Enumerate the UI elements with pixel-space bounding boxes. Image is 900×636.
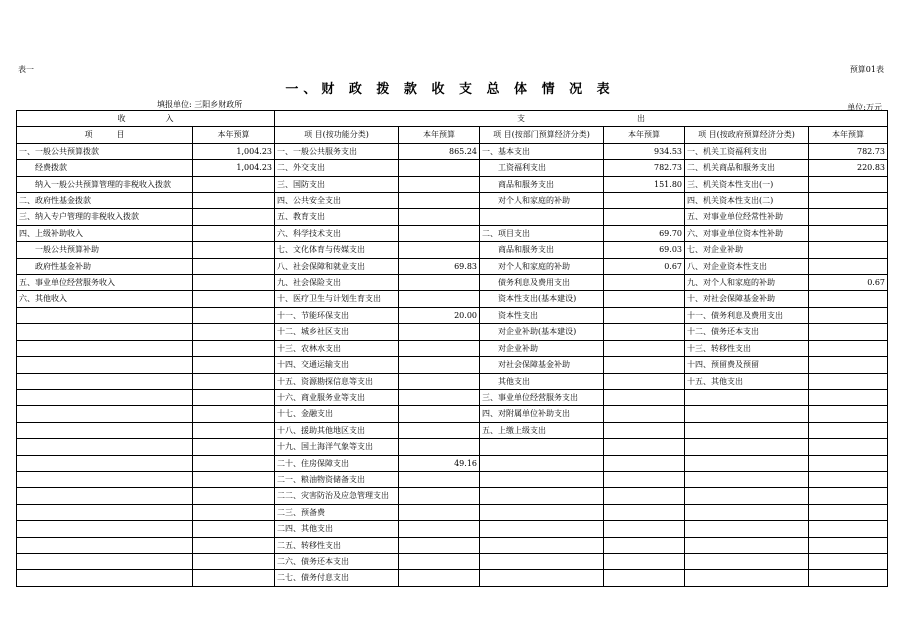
budget-amount-cell xyxy=(604,537,685,553)
item-name-cell xyxy=(480,521,604,537)
item-name-cell xyxy=(17,537,193,553)
table-row xyxy=(17,471,888,487)
budget-amount-cell xyxy=(193,406,275,422)
item-name-cell: 二、机关商品和服务支出 xyxy=(685,160,809,176)
budget-amount-cell xyxy=(809,373,888,389)
item-name-cell: 经费拨款 xyxy=(17,160,193,176)
item-name-cell: 二一、粮油物资储备支出 xyxy=(275,471,399,487)
item-name-cell: 其他支出 xyxy=(480,373,604,389)
item-name-cell: 十五、资源勘探信息等支出 xyxy=(275,373,399,389)
budget-amount-cell xyxy=(809,176,888,192)
table-row xyxy=(17,537,888,553)
budget-amount-cell xyxy=(193,340,275,356)
budget-amount-cell xyxy=(399,242,480,258)
item-name-cell: 一、一般公共服务支出 xyxy=(275,143,399,159)
item-name-cell: 四、对附属单位补助支出 xyxy=(480,406,604,422)
item-name-cell: 商品和服务支出 xyxy=(480,176,604,192)
budget-amount-cell xyxy=(399,340,480,356)
budget-amount-cell: 49.16 xyxy=(399,455,480,471)
budget-amount-cell xyxy=(809,471,888,487)
budget-amount-cell xyxy=(399,357,480,373)
item-name-cell: 七、文化体育与传媒支出 xyxy=(275,242,399,258)
budget-amount-cell xyxy=(399,406,480,422)
item-name-cell xyxy=(480,537,604,553)
budget-amount-cell xyxy=(399,422,480,438)
item-name-cell xyxy=(685,422,809,438)
budget-amount-cell xyxy=(809,553,888,569)
item-name-cell: 债务利息及费用支出 xyxy=(480,275,604,291)
item-name-cell: 八、对企业资本性支出 xyxy=(685,258,809,274)
budget-amount-cell: 782.73 xyxy=(809,143,888,159)
budget-amount-cell: 782.73 xyxy=(604,160,685,176)
column-header: 本年预算 xyxy=(399,127,480,143)
item-name-cell: 工资福利支出 xyxy=(480,160,604,176)
budget-amount-cell xyxy=(809,258,888,274)
table-row xyxy=(17,488,888,504)
column-header: 本年预算 xyxy=(193,127,275,143)
budget-amount-cell xyxy=(193,553,275,569)
budget-amount-cell xyxy=(399,291,480,307)
item-name-cell xyxy=(685,488,809,504)
budget-amount-cell xyxy=(193,225,275,241)
column-header: 项 目(按政府预算经济分类) xyxy=(685,127,809,143)
budget-amount-cell xyxy=(809,307,888,323)
column-header: 本年预算 xyxy=(809,127,888,143)
table-row xyxy=(17,193,888,209)
budget-amount-cell: 20.00 xyxy=(399,307,480,323)
item-name-cell xyxy=(685,389,809,405)
item-name-cell xyxy=(17,373,193,389)
item-name-cell: 十一、节能环保支出 xyxy=(275,307,399,323)
item-name-cell: 二、项目支出 xyxy=(480,225,604,241)
budget-amount-cell: 1,004.23 xyxy=(193,160,275,176)
item-name-cell xyxy=(480,209,604,225)
budget-amount-cell: 69.70 xyxy=(604,225,685,241)
budget-amount-cell xyxy=(809,291,888,307)
item-name-cell: 一、一般公共预算拨款 xyxy=(17,143,193,159)
item-name-cell: 十三、转移性支出 xyxy=(685,340,809,356)
budget-amount-cell xyxy=(399,324,480,340)
budget-amount-cell: 69.83 xyxy=(399,258,480,274)
budget-amount-cell xyxy=(809,357,888,373)
budget-amount-cell xyxy=(399,209,480,225)
table-row xyxy=(17,373,888,389)
item-name-cell xyxy=(685,570,809,586)
budget-table xyxy=(16,110,888,587)
budget-amount-cell xyxy=(809,455,888,471)
budget-amount-cell xyxy=(809,488,888,504)
item-name-cell: 四、上级补助收入 xyxy=(17,225,193,241)
item-name-cell xyxy=(17,324,193,340)
table-row xyxy=(17,439,888,455)
table-row xyxy=(17,307,888,323)
budget-amount-cell xyxy=(399,488,480,504)
table-row xyxy=(17,406,888,422)
item-name-cell xyxy=(685,537,809,553)
item-name-cell: 十五、其他支出 xyxy=(685,373,809,389)
table-row xyxy=(17,160,888,176)
budget-amount-cell xyxy=(809,242,888,258)
budget-amount-cell xyxy=(193,504,275,520)
budget-amount-cell xyxy=(193,537,275,553)
section-header-row xyxy=(17,111,888,127)
item-name-cell xyxy=(17,488,193,504)
item-name-cell xyxy=(17,553,193,569)
item-name-cell: 对企业补助 xyxy=(480,340,604,356)
item-name-cell: 九、社会保险支出 xyxy=(275,275,399,291)
currency-unit: 单位:万元 xyxy=(847,103,882,112)
item-name-cell: 二、政府性基金拨款 xyxy=(17,193,193,209)
budget-amount-cell xyxy=(193,324,275,340)
item-name-cell xyxy=(17,521,193,537)
item-name-cell xyxy=(480,455,604,471)
budget-amount-cell xyxy=(604,340,685,356)
item-name-cell: 十八、援助其他地区支出 xyxy=(275,422,399,438)
table-row xyxy=(17,422,888,438)
budget-amount-cell xyxy=(399,553,480,569)
page-title: 一、财 政 拨 款 收 支 总 体 情 况 表 xyxy=(285,82,615,97)
expenditure-section-header: 支 出 xyxy=(275,111,888,127)
item-name-cell xyxy=(685,471,809,487)
budget-amount-cell xyxy=(809,537,888,553)
item-name-cell: 商品和服务支出 xyxy=(480,242,604,258)
budget-amount-cell xyxy=(604,455,685,471)
item-name-cell: 二七、债务付息支出 xyxy=(275,570,399,586)
budget-amount-cell xyxy=(604,471,685,487)
budget-amount-cell xyxy=(809,504,888,520)
budget-amount-cell xyxy=(193,488,275,504)
item-name-cell: 一般公共预算补助 xyxy=(17,242,193,258)
item-name-cell: 四、机关资本性支出(二) xyxy=(685,193,809,209)
budget-amount-cell xyxy=(809,422,888,438)
budget-amount-cell xyxy=(604,307,685,323)
item-name-cell: 十六、商业服务业等支出 xyxy=(275,389,399,405)
budget-amount-cell xyxy=(399,160,480,176)
item-name-cell: 十一、债务利息及费用支出 xyxy=(685,307,809,323)
item-name-cell xyxy=(480,570,604,586)
table-row xyxy=(17,176,888,192)
item-name-cell xyxy=(17,307,193,323)
budget-amount-cell xyxy=(193,389,275,405)
column-header: 项 目 xyxy=(17,127,193,143)
item-name-cell xyxy=(17,406,193,422)
budget-amount-cell xyxy=(809,570,888,586)
column-header: 项 目(按部门预算经济分类) xyxy=(480,127,604,143)
budget-amount-cell xyxy=(604,521,685,537)
budget-amount-cell xyxy=(809,209,888,225)
item-name-cell: 八、社会保障和就业支出 xyxy=(275,258,399,274)
budget-amount-cell: 69.03 xyxy=(604,242,685,258)
item-name-cell: 十、医疗卫生与计划生育支出 xyxy=(275,291,399,307)
budget-amount-cell xyxy=(193,373,275,389)
item-name-cell: 六、其他收入 xyxy=(17,291,193,307)
item-name-cell: 十四、预留费及预留 xyxy=(685,357,809,373)
item-name-cell: 五、对事业单位经常性补助 xyxy=(685,209,809,225)
budget-amount-cell xyxy=(399,439,480,455)
item-name-cell: 四、公共安全支出 xyxy=(275,193,399,209)
item-name-cell xyxy=(17,504,193,520)
budget-amount-cell xyxy=(399,176,480,192)
table-row xyxy=(17,504,888,520)
budget-amount-cell xyxy=(604,275,685,291)
table-row xyxy=(17,357,888,373)
item-name-cell: 对社会保障基金补助 xyxy=(480,357,604,373)
item-name-cell xyxy=(480,504,604,520)
budget-amount-cell xyxy=(809,439,888,455)
item-name-cell: 十、对社会保障基金补助 xyxy=(685,291,809,307)
item-name-cell: 纳入一般公共预算管理的非税收入拨款 xyxy=(17,176,193,192)
item-name-cell: 五、事业单位经营服务收入 xyxy=(17,275,193,291)
budget-amount-cell xyxy=(604,357,685,373)
item-name-cell xyxy=(685,406,809,422)
budget-amount-cell xyxy=(399,521,480,537)
item-name-cell: 三、机关资本性支出(一) xyxy=(685,176,809,192)
item-name-cell xyxy=(685,521,809,537)
item-name-cell: 二五、转移性支出 xyxy=(275,537,399,553)
item-name-cell: 五、上缴上级支出 xyxy=(480,422,604,438)
item-name-cell xyxy=(17,570,193,586)
item-name-cell xyxy=(17,439,193,455)
budget-amount-cell xyxy=(604,324,685,340)
table-row xyxy=(17,258,888,274)
budget-amount-cell xyxy=(604,488,685,504)
item-name-cell xyxy=(17,340,193,356)
column-header-row xyxy=(17,127,888,143)
item-name-cell: 二六、债务还本支出 xyxy=(275,553,399,569)
budget-amount-cell xyxy=(399,389,480,405)
table-row xyxy=(17,324,888,340)
table-row xyxy=(17,275,888,291)
item-name-cell: 二四、其他支出 xyxy=(275,521,399,537)
item-name-cell xyxy=(17,357,193,373)
budget-amount-cell xyxy=(604,291,685,307)
table-row xyxy=(17,553,888,569)
budget-amount-cell xyxy=(604,504,685,520)
item-name-cell: 十二、债务还本支出 xyxy=(685,324,809,340)
item-name-cell: 二二、灾害防治及应急管理支出 xyxy=(275,488,399,504)
budget-amount-cell xyxy=(604,406,685,422)
item-name-cell xyxy=(685,504,809,520)
budget-amount-cell xyxy=(809,225,888,241)
budget-amount-cell: 865.24 xyxy=(399,143,480,159)
item-name-cell: 十四、交通运输支出 xyxy=(275,357,399,373)
item-name-cell xyxy=(17,389,193,405)
item-name-cell: 资本性支出 xyxy=(480,307,604,323)
budget-amount-cell xyxy=(604,439,685,455)
table-row xyxy=(17,389,888,405)
item-name-cell: 十七、金融支出 xyxy=(275,406,399,422)
budget-amount-cell xyxy=(604,373,685,389)
budget-amount-cell xyxy=(604,422,685,438)
item-name-cell: 九、对个人和家庭的补助 xyxy=(685,275,809,291)
budget-amount-cell: 151.80 xyxy=(604,176,685,192)
budget-amount-cell xyxy=(399,373,480,389)
item-name-cell: 三、国防支出 xyxy=(275,176,399,192)
budget-amount-cell xyxy=(809,406,888,422)
table-row xyxy=(17,455,888,471)
item-name-cell xyxy=(480,488,604,504)
item-name-cell: 对企业补助(基本建设) xyxy=(480,324,604,340)
budget-amount-cell xyxy=(193,521,275,537)
budget-amount-cell xyxy=(193,439,275,455)
table-row xyxy=(17,242,888,258)
budget-form-label: 预算01表 xyxy=(849,65,884,74)
item-name-cell: 对个人和家庭的补助 xyxy=(480,193,604,209)
budget-amount-cell xyxy=(193,291,275,307)
item-name-cell: 二三、预备费 xyxy=(275,504,399,520)
budget-amount-cell xyxy=(399,275,480,291)
budget-amount-cell xyxy=(604,193,685,209)
table-row xyxy=(17,225,888,241)
table-code-label: 表一 xyxy=(18,65,34,74)
budget-amount-cell xyxy=(399,537,480,553)
budget-amount-cell xyxy=(193,471,275,487)
budget-amount-cell xyxy=(193,357,275,373)
item-name-cell xyxy=(685,455,809,471)
item-name-cell xyxy=(17,471,193,487)
item-name-cell: 六、对事业单位资本性补助 xyxy=(685,225,809,241)
budget-amount-cell xyxy=(193,307,275,323)
budget-amount-cell xyxy=(193,242,275,258)
item-name-cell xyxy=(17,422,193,438)
item-name-cell xyxy=(480,553,604,569)
table-row xyxy=(17,143,888,159)
item-name-cell xyxy=(17,455,193,471)
item-name-cell xyxy=(480,471,604,487)
budget-amount-cell: 934.53 xyxy=(604,143,685,159)
budget-amount-cell xyxy=(193,275,275,291)
item-name-cell: 政府性基金补助 xyxy=(17,258,193,274)
table-row xyxy=(17,209,888,225)
item-name-cell: 一、机关工资福利支出 xyxy=(685,143,809,159)
item-name-cell: 一、基本支出 xyxy=(480,143,604,159)
budget-amount-cell xyxy=(809,340,888,356)
budget-amount-cell xyxy=(809,193,888,209)
reporting-unit: 填报单位: 三阳乡财政所 xyxy=(157,100,243,109)
budget-amount-cell xyxy=(193,258,275,274)
budget-amount-cell xyxy=(193,422,275,438)
item-name-cell: 十三、农林水支出 xyxy=(275,340,399,356)
budget-amount-cell xyxy=(809,389,888,405)
budget-amount-cell: 220.83 xyxy=(809,160,888,176)
budget-amount-cell xyxy=(604,553,685,569)
budget-amount-cell: 1,004.23 xyxy=(193,143,275,159)
budget-amount-cell xyxy=(399,504,480,520)
column-header: 本年预算 xyxy=(604,127,685,143)
item-name-cell xyxy=(685,439,809,455)
budget-amount-cell xyxy=(193,176,275,192)
budget-amount-cell xyxy=(604,570,685,586)
item-name-cell xyxy=(480,439,604,455)
budget-amount-cell xyxy=(399,471,480,487)
item-name-cell: 七、对企业补助 xyxy=(685,242,809,258)
income-section-header: 收 入 xyxy=(17,111,275,127)
budget-amount-cell: 0.67 xyxy=(604,258,685,274)
item-name-cell: 十九、国土海洋气象等支出 xyxy=(275,439,399,455)
budget-amount-cell xyxy=(604,209,685,225)
item-name-cell: 十二、城乡社区支出 xyxy=(275,324,399,340)
table-row xyxy=(17,570,888,586)
budget-amount-cell xyxy=(399,193,480,209)
budget-amount-cell xyxy=(809,521,888,537)
item-name-cell xyxy=(685,553,809,569)
budget-amount-cell xyxy=(399,570,480,586)
item-name-cell: 对个人和家庭的补助 xyxy=(480,258,604,274)
table-row xyxy=(17,291,888,307)
item-name-cell: 二、外交支出 xyxy=(275,160,399,176)
table-row xyxy=(17,340,888,356)
budget-amount-cell xyxy=(809,324,888,340)
item-name-cell: 六、科学技术支出 xyxy=(275,225,399,241)
budget-amount-cell: 0.67 xyxy=(809,275,888,291)
budget-amount-cell xyxy=(399,225,480,241)
table-row xyxy=(17,521,888,537)
budget-amount-cell xyxy=(193,209,275,225)
budget-amount-cell xyxy=(193,570,275,586)
item-name-cell: 五、教育支出 xyxy=(275,209,399,225)
budget-amount-cell xyxy=(604,389,685,405)
item-name-cell: 三、事业单位经营服务支出 xyxy=(480,389,604,405)
budget-amount-cell xyxy=(193,455,275,471)
item-name-cell: 三、纳入专户管理的非税收入拨款 xyxy=(17,209,193,225)
item-name-cell: 二十、住房保障支出 xyxy=(275,455,399,471)
budget-amount-cell xyxy=(193,193,275,209)
column-header: 项 目(按功能分类) xyxy=(275,127,399,143)
item-name-cell: 资本性支出(基本建设) xyxy=(480,291,604,307)
